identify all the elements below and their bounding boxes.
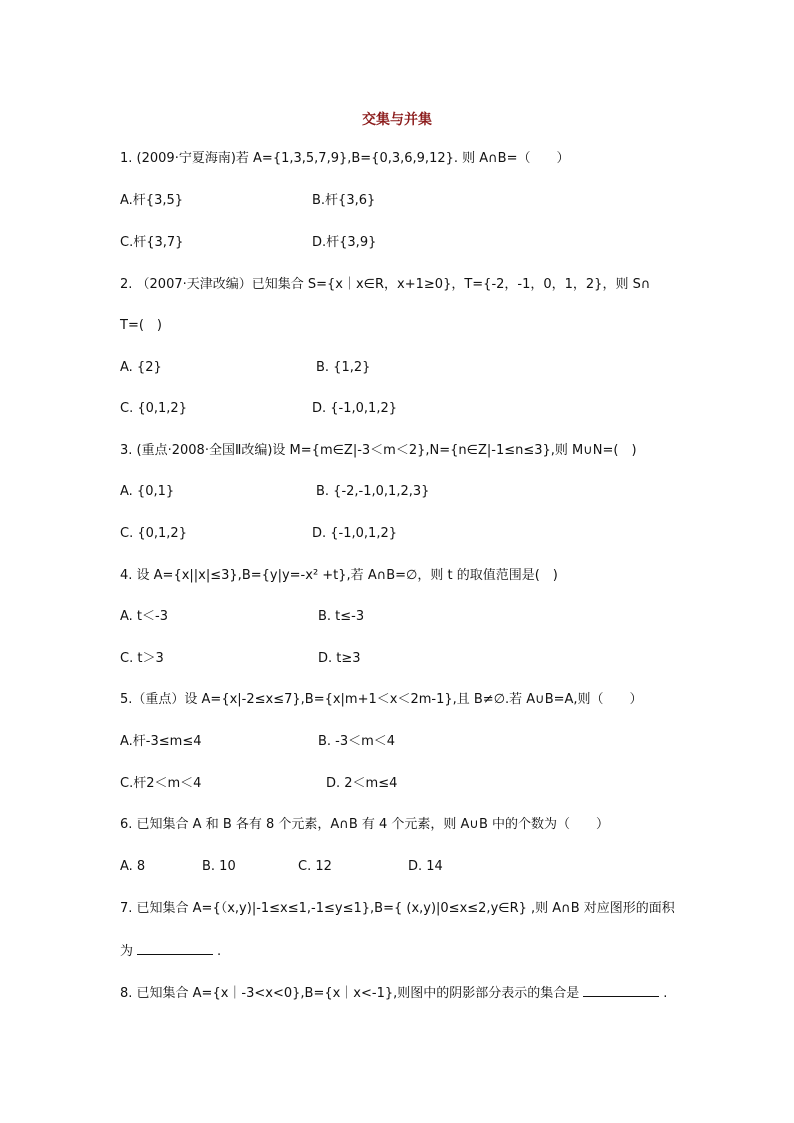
answer-blank — [137, 942, 213, 955]
question-7-stem-prefix: 为 — [120, 944, 134, 959]
question-2-option-c: C. {0,1,2} — [120, 401, 187, 416]
question-8-stem-suffix: . — [663, 986, 668, 1001]
question-4-option-d: D. t≥3 — [318, 651, 361, 666]
question-1-option-d: D.杆{3,9} — [312, 235, 377, 250]
question-7-stem-continued — [120, 942, 221, 961]
question-2-option-b: B. {1,2} — [316, 360, 371, 375]
question-6-option-c: C. 12 — [298, 859, 332, 874]
question-2-stem: 2. （2007·天津改编）已知集合 S={x｜x∈R，x+1≥0}，T={-2，-1，0，1，2}，则 S∩ — [120, 277, 651, 292]
question-5-option-c: C.杆2＜m＜4 — [120, 776, 202, 791]
question-3-option-c: C. {0,1,2} — [120, 526, 187, 541]
question-1-option-a: A.杆{3,5} — [120, 193, 184, 208]
question-5-option-d: D. 2＜m≤4 — [326, 776, 398, 791]
question-1-stem: 1. (2009·宁夏海南)若 A={1,3,5,7,9},B={0,3,6,9,12}. 则 A∩B=（ ） — [120, 151, 570, 166]
question-6-option-b: B. 10 — [202, 859, 236, 874]
question-2-option-d: D. {-1,0,1,2} — [312, 401, 397, 416]
question-6-option-d: D. 14 — [408, 859, 443, 874]
question-4-stem: 4. 设 A={x||x|≤3},B={y|y=-x² +t},若 A∩B=∅，则 t 的取值范围是( ) — [120, 568, 558, 583]
question-3-option-b: B. {-2,-1,0,1,2,3} — [316, 484, 430, 499]
question-5-stem: 5.（重点）设 A={x|-2≤x≤7},B={x|m+1＜x＜2m-1},且 B≠∅.若 A∪B=A,则（ ） — [120, 692, 643, 707]
question-1-option-c: C.杆{3,7} — [120, 235, 184, 250]
question-3-stem: 3. (重点·2008·全国Ⅱ改编)设 M={m∈Z|-3＜m＜2},N={n∈Z|-1≤n≤3},则 M∪N=( ) — [120, 443, 637, 458]
question-8-stem — [120, 984, 667, 1003]
answer-blank — [583, 984, 659, 997]
question-7-stem: 7. 已知集合 A={（x,y)|-1≤x≤1,-1≤y≤1},B={ (x,y)|0≤x≤2,y∈R} ,则 A∩B 对应图形的面积 — [120, 901, 675, 916]
question-2-stem-continued: T=( ) — [120, 318, 162, 333]
question-4-option-a: A. t＜-3 — [120, 609, 168, 624]
question-3-option-d: D. {-1,0,1,2} — [312, 526, 397, 541]
question-2-option-a: A. {2} — [120, 360, 162, 375]
question-4-option-b: B. t≤-3 — [318, 609, 365, 624]
question-6-stem: 6. 已知集合 A 和 B 各有 8 个元素，A∩B 有 4 个元素，则 A∪B 中的个数为（ ） — [120, 817, 609, 832]
page-title: 交集与并集 — [362, 112, 432, 128]
question-3-option-a: A. {0,1} — [120, 484, 175, 499]
question-4-option-c: C. t＞3 — [120, 651, 164, 666]
question-5-option-a: A.杆-3≤m≤4 — [120, 734, 202, 749]
question-6-option-a: A. 8 — [120, 859, 146, 874]
question-5-option-b: B. -3＜m＜4 — [318, 734, 396, 749]
question-1-option-b: B.杆{3,6} — [312, 193, 376, 208]
question-8-stem-text: 8. 已知集合 A={x｜-3<x<0},B={x｜x<-1},则图中的阴影部分表示的集合是 — [120, 986, 580, 1001]
question-7-stem-suffix: . — [217, 944, 222, 959]
